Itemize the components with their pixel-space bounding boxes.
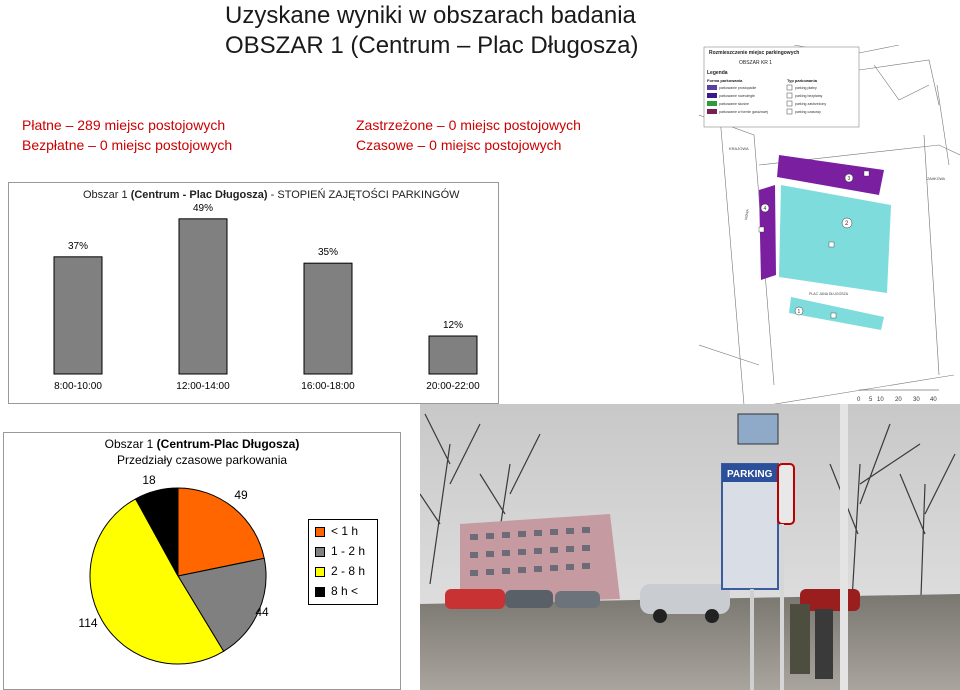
- map-typ-2: parking bezpłatny: [795, 94, 823, 98]
- map-zone-1-number: 1: [797, 309, 801, 315]
- bar-category-label-1: 12:00-14:00: [176, 381, 230, 392]
- map-forma-4: parkowanie w formie garażowej: [719, 110, 769, 114]
- pie-legend-swatch-1: [315, 547, 325, 557]
- map-forma-2: parkowanie równoległe: [719, 94, 755, 98]
- map-typ-3: parking zastrzeżony: [795, 102, 827, 106]
- map-forma-1: parkowanie prostopadłe: [719, 86, 757, 90]
- page-title-line2: OBSZAR 1 (Centrum – Plac Długosza): [225, 32, 639, 59]
- map-scale-40: 40: [930, 397, 937, 403]
- pie-legend-item-3: [315, 584, 358, 598]
- map-street-1: KRAJOWA: [729, 146, 749, 151]
- map-scale-5: 5: [869, 397, 873, 403]
- pie-value-label-3: 18: [142, 473, 156, 487]
- map-forma-title: Forma parkowania: [707, 78, 743, 83]
- stat-free: Bezpłatne – 0 miejsc postojowych: [22, 137, 233, 153]
- pie-legend-label-3: 8 h <: [331, 584, 359, 598]
- pie-chart-subtitle: Przedziały czasowe parkowania: [116, 453, 288, 467]
- pie-value-label-1: 44: [255, 605, 269, 619]
- pie-chart-title-bold: (Centrum-Plac Długosza): [156, 437, 300, 451]
- pie-legend-item-0: [315, 524, 358, 538]
- bar-value-label-3: 12%: [442, 320, 464, 331]
- bar-chart-title-suffix: - STOPIEŃ ZAJĘTOŚCI PARKINGÓW: [267, 189, 460, 201]
- parking-map: [699, 45, 960, 404]
- map-header: Rozmieszczenie miejsc parkingowych: [709, 50, 800, 56]
- map-scale-20: 20: [895, 397, 902, 403]
- map-street-2: PLAC JANA DŁUGOSZA: [809, 292, 849, 296]
- pie-legend-item-1: [315, 544, 365, 558]
- pie-legend-label-2: 2 - 8 h: [331, 564, 366, 578]
- stat-reserved: Zastrzeżone – 0 miejsc postojowych: [356, 117, 581, 133]
- map-scale-10: 10: [877, 397, 884, 403]
- stat-paid: Płatne – 289 miejsc postojowych: [22, 117, 226, 133]
- bar-category-label-2: 16:00-18:00: [301, 381, 355, 392]
- bar-chart-plot: [9, 183, 498, 403]
- bar-value-label-0: 37%: [67, 240, 89, 252]
- bar-value-label-2: 35%: [317, 247, 339, 259]
- pie-legend-label-1: 1 - 2 h: [331, 544, 366, 558]
- map-typ-1: parking płatny: [795, 86, 817, 90]
- street-photo: [420, 404, 960, 690]
- map-zone-4: [759, 185, 776, 280]
- parking-map-drawing: [699, 45, 960, 404]
- pie-legend-swatch-0: [315, 527, 325, 537]
- map-street-3: ZAMKOWA: [927, 177, 945, 181]
- map-zone-4-number: 4: [763, 206, 767, 212]
- bar-2: [304, 263, 352, 374]
- pie-legend-item-2: [315, 564, 365, 578]
- stat-temporal: Czasowe – 0 miejsc postojowych: [356, 137, 562, 153]
- photo-sign-text: PARKING: [727, 469, 773, 480]
- map-forma-3: parkowanie skośne: [719, 102, 749, 106]
- map-street-4: NOWA: [744, 208, 750, 221]
- bar-chart-title-prefix: Obszar 1: [83, 189, 131, 201]
- bar-category-label-0: 8:00-10:00: [54, 381, 102, 392]
- pie-legend-label-0: < 1 h: [331, 524, 359, 538]
- map-scale-0: 0: [857, 397, 861, 403]
- map-typ-4: parking czasowy: [795, 110, 821, 114]
- pie-value-label-2: 114: [78, 616, 98, 630]
- pie-chart: [3, 432, 401, 690]
- bar-value-label-1: 49%: [192, 202, 214, 214]
- map-zone-2-number: 2: [845, 221, 849, 227]
- bar-0: [54, 257, 102, 374]
- pie-legend-swatch-3: [315, 587, 325, 597]
- pie-legend: [308, 519, 378, 605]
- pie-chart-title-prefix: Obszar 1: [104, 437, 157, 451]
- map-zone-3-number: 3: [847, 176, 851, 182]
- bar-category-label-3: 20:00-22:00: [426, 381, 480, 392]
- bar-chart-title-bold: (Centrum - Plac Długosza): [130, 189, 268, 201]
- map-scale-30: 30: [913, 397, 920, 403]
- map-legend-title: Legenda: [707, 70, 728, 76]
- bar-chart: [8, 182, 499, 404]
- bar-1: [179, 219, 227, 374]
- street-photo-drawing: [420, 404, 960, 690]
- pie-legend-swatch-2: [315, 567, 325, 577]
- page-title-line1: Uzyskane wyniki w obszarach badania: [225, 2, 636, 29]
- pie-value-label-0: 49: [234, 488, 248, 502]
- map-typ-title: Typ parkowania: [787, 78, 817, 83]
- map-area: OBSZAR KR 1: [739, 60, 773, 66]
- bar-3: [429, 336, 477, 374]
